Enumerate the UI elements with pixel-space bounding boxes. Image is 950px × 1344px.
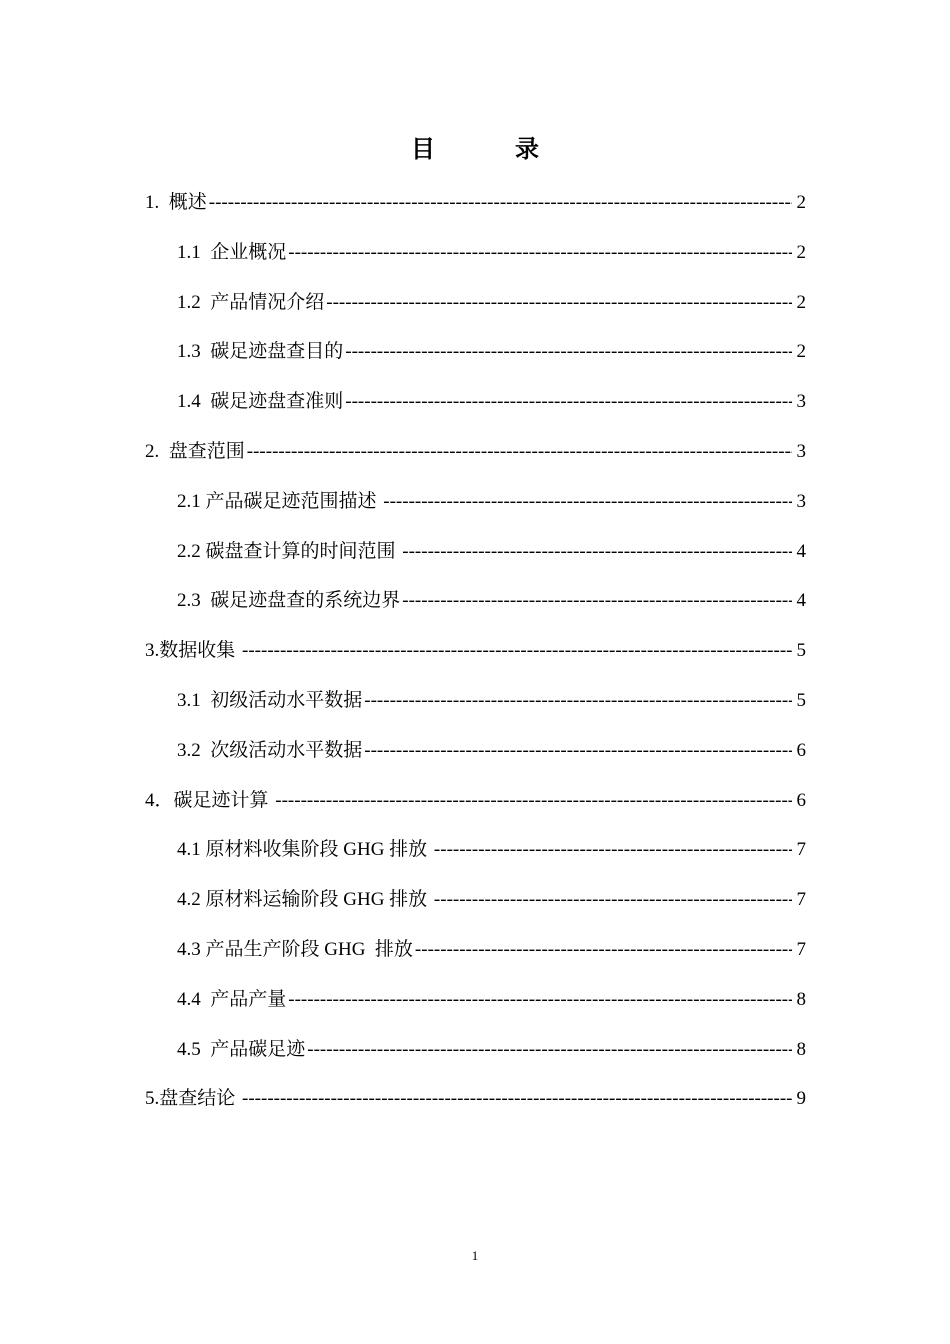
- toc-entry-text: 2.2 碳盘查计算的时间范围: [177, 540, 401, 562]
- toc-leader: [434, 825, 792, 875]
- toc-entry[interactable]: [0, 178, 950, 228]
- toc-entry-page: 5: [796, 640, 806, 662]
- toc-entry-page: 8: [796, 988, 806, 1010]
- toc-entry-page: 9: [796, 1088, 806, 1110]
- toc-entry-text: 4.3 产品生产阶段 GHG 排放: [177, 938, 413, 960]
- toc-leader: [288, 975, 792, 1025]
- toc-entry-page: 8: [796, 1038, 806, 1060]
- toc-leader: [307, 1025, 792, 1075]
- toc-entry-text: 4.1 原材料收集阶段 GHG 排放: [177, 839, 432, 861]
- toc-entry[interactable]: [0, 377, 950, 427]
- toc-entry-text: 1.2 产品情况介绍: [177, 291, 325, 313]
- toc-entry[interactable]: [0, 327, 950, 377]
- toc-entry-page: 7: [796, 889, 806, 911]
- toc-entry-text: 3.2 次级活动水平数据: [177, 739, 363, 761]
- toc-entry-page: 5: [796, 689, 806, 711]
- toc-entry-text: 2.3 碳足迹盘查的系统边界: [177, 590, 401, 612]
- toc-leader: [247, 427, 792, 477]
- toc-entry[interactable]: [0, 576, 950, 626]
- toc-entry-page: 2: [796, 341, 806, 363]
- toc-entry[interactable]: [0, 726, 950, 776]
- toc-entry-text: 3.数据收集: [145, 640, 241, 662]
- toc-entry-page: 3: [796, 440, 806, 462]
- toc-entry[interactable]: [0, 676, 950, 726]
- toc-entry-text: 4.2 原材料运输阶段 GHG 排放: [177, 889, 432, 911]
- toc-entry[interactable]: [0, 228, 950, 278]
- toc-entry-text: 2.1 产品碳足迹范围描述: [177, 490, 382, 512]
- toc-entry[interactable]: [0, 1074, 950, 1124]
- toc-leader: [402, 527, 792, 577]
- toc-entry[interactable]: [0, 1025, 950, 1075]
- toc-entry[interactable]: [0, 875, 950, 925]
- toc-leader: [364, 676, 792, 726]
- toc-entry-text: 1.1 企业概况: [177, 241, 287, 263]
- toc-entry-text: 1.4 碳足迹盘查准则: [177, 391, 344, 413]
- toc-leader: [209, 178, 792, 228]
- toc-leader: [415, 925, 792, 975]
- toc-leader: [242, 626, 792, 676]
- toc-entry-page: 4: [796, 590, 806, 612]
- page-number: 1: [471, 1248, 479, 1263]
- toc-entry-text: 4.5 产品碳足迹: [177, 1038, 306, 1060]
- toc-entry-page: 2: [796, 291, 806, 313]
- toc-entry-page: 4: [796, 540, 806, 562]
- toc-entry-text: 1.3 碳足迹盘查目的: [177, 341, 344, 363]
- toc-entry[interactable]: [0, 278, 950, 328]
- toc-entry[interactable]: [0, 975, 950, 1025]
- toc-entry-text: 3.1 初级活动水平数据: [177, 689, 363, 711]
- toc-entry-page: 3: [796, 490, 806, 512]
- toc-leader: [288, 228, 792, 278]
- toc-title: 目 录: [411, 137, 567, 163]
- toc-entry[interactable]: [0, 626, 950, 676]
- toc-entry-page: 6: [796, 739, 806, 761]
- toc-leader: [402, 576, 792, 626]
- toc-leader: [345, 327, 792, 377]
- toc-leader: [364, 726, 792, 776]
- toc-entry-text: 2. 盘查范围: [145, 440, 245, 462]
- toc-entry[interactable]: [0, 527, 950, 577]
- toc-entry-text: 4.4 产品产量: [177, 988, 287, 1010]
- toc-leader: [275, 776, 792, 826]
- toc-entry-page: 6: [796, 789, 806, 811]
- toc-leader: [383, 477, 792, 527]
- toc-entry-text: 1. 概述: [145, 192, 207, 213]
- toc-entry-page: 7: [796, 938, 806, 960]
- toc-entry[interactable]: [0, 477, 950, 527]
- toc-entry[interactable]: [0, 776, 950, 826]
- toc-leader: [345, 377, 792, 427]
- toc-list: [0, 178, 950, 1124]
- toc-entry-page: 2: [796, 241, 806, 263]
- toc-entry-page: 2: [796, 192, 806, 213]
- toc-entry-text: 5.盘查结论: [145, 1088, 241, 1110]
- toc-entry-text: 4．碳足迹计算: [145, 789, 274, 811]
- toc-leader: [242, 1074, 792, 1124]
- toc-entry-page: 3: [796, 391, 806, 413]
- toc-entry[interactable]: [0, 427, 950, 477]
- toc-entry[interactable]: [0, 825, 950, 875]
- toc-entry-page: 7: [796, 839, 806, 861]
- toc-leader: [434, 875, 792, 925]
- toc-leader: [326, 278, 792, 328]
- toc-entry[interactable]: [0, 925, 950, 975]
